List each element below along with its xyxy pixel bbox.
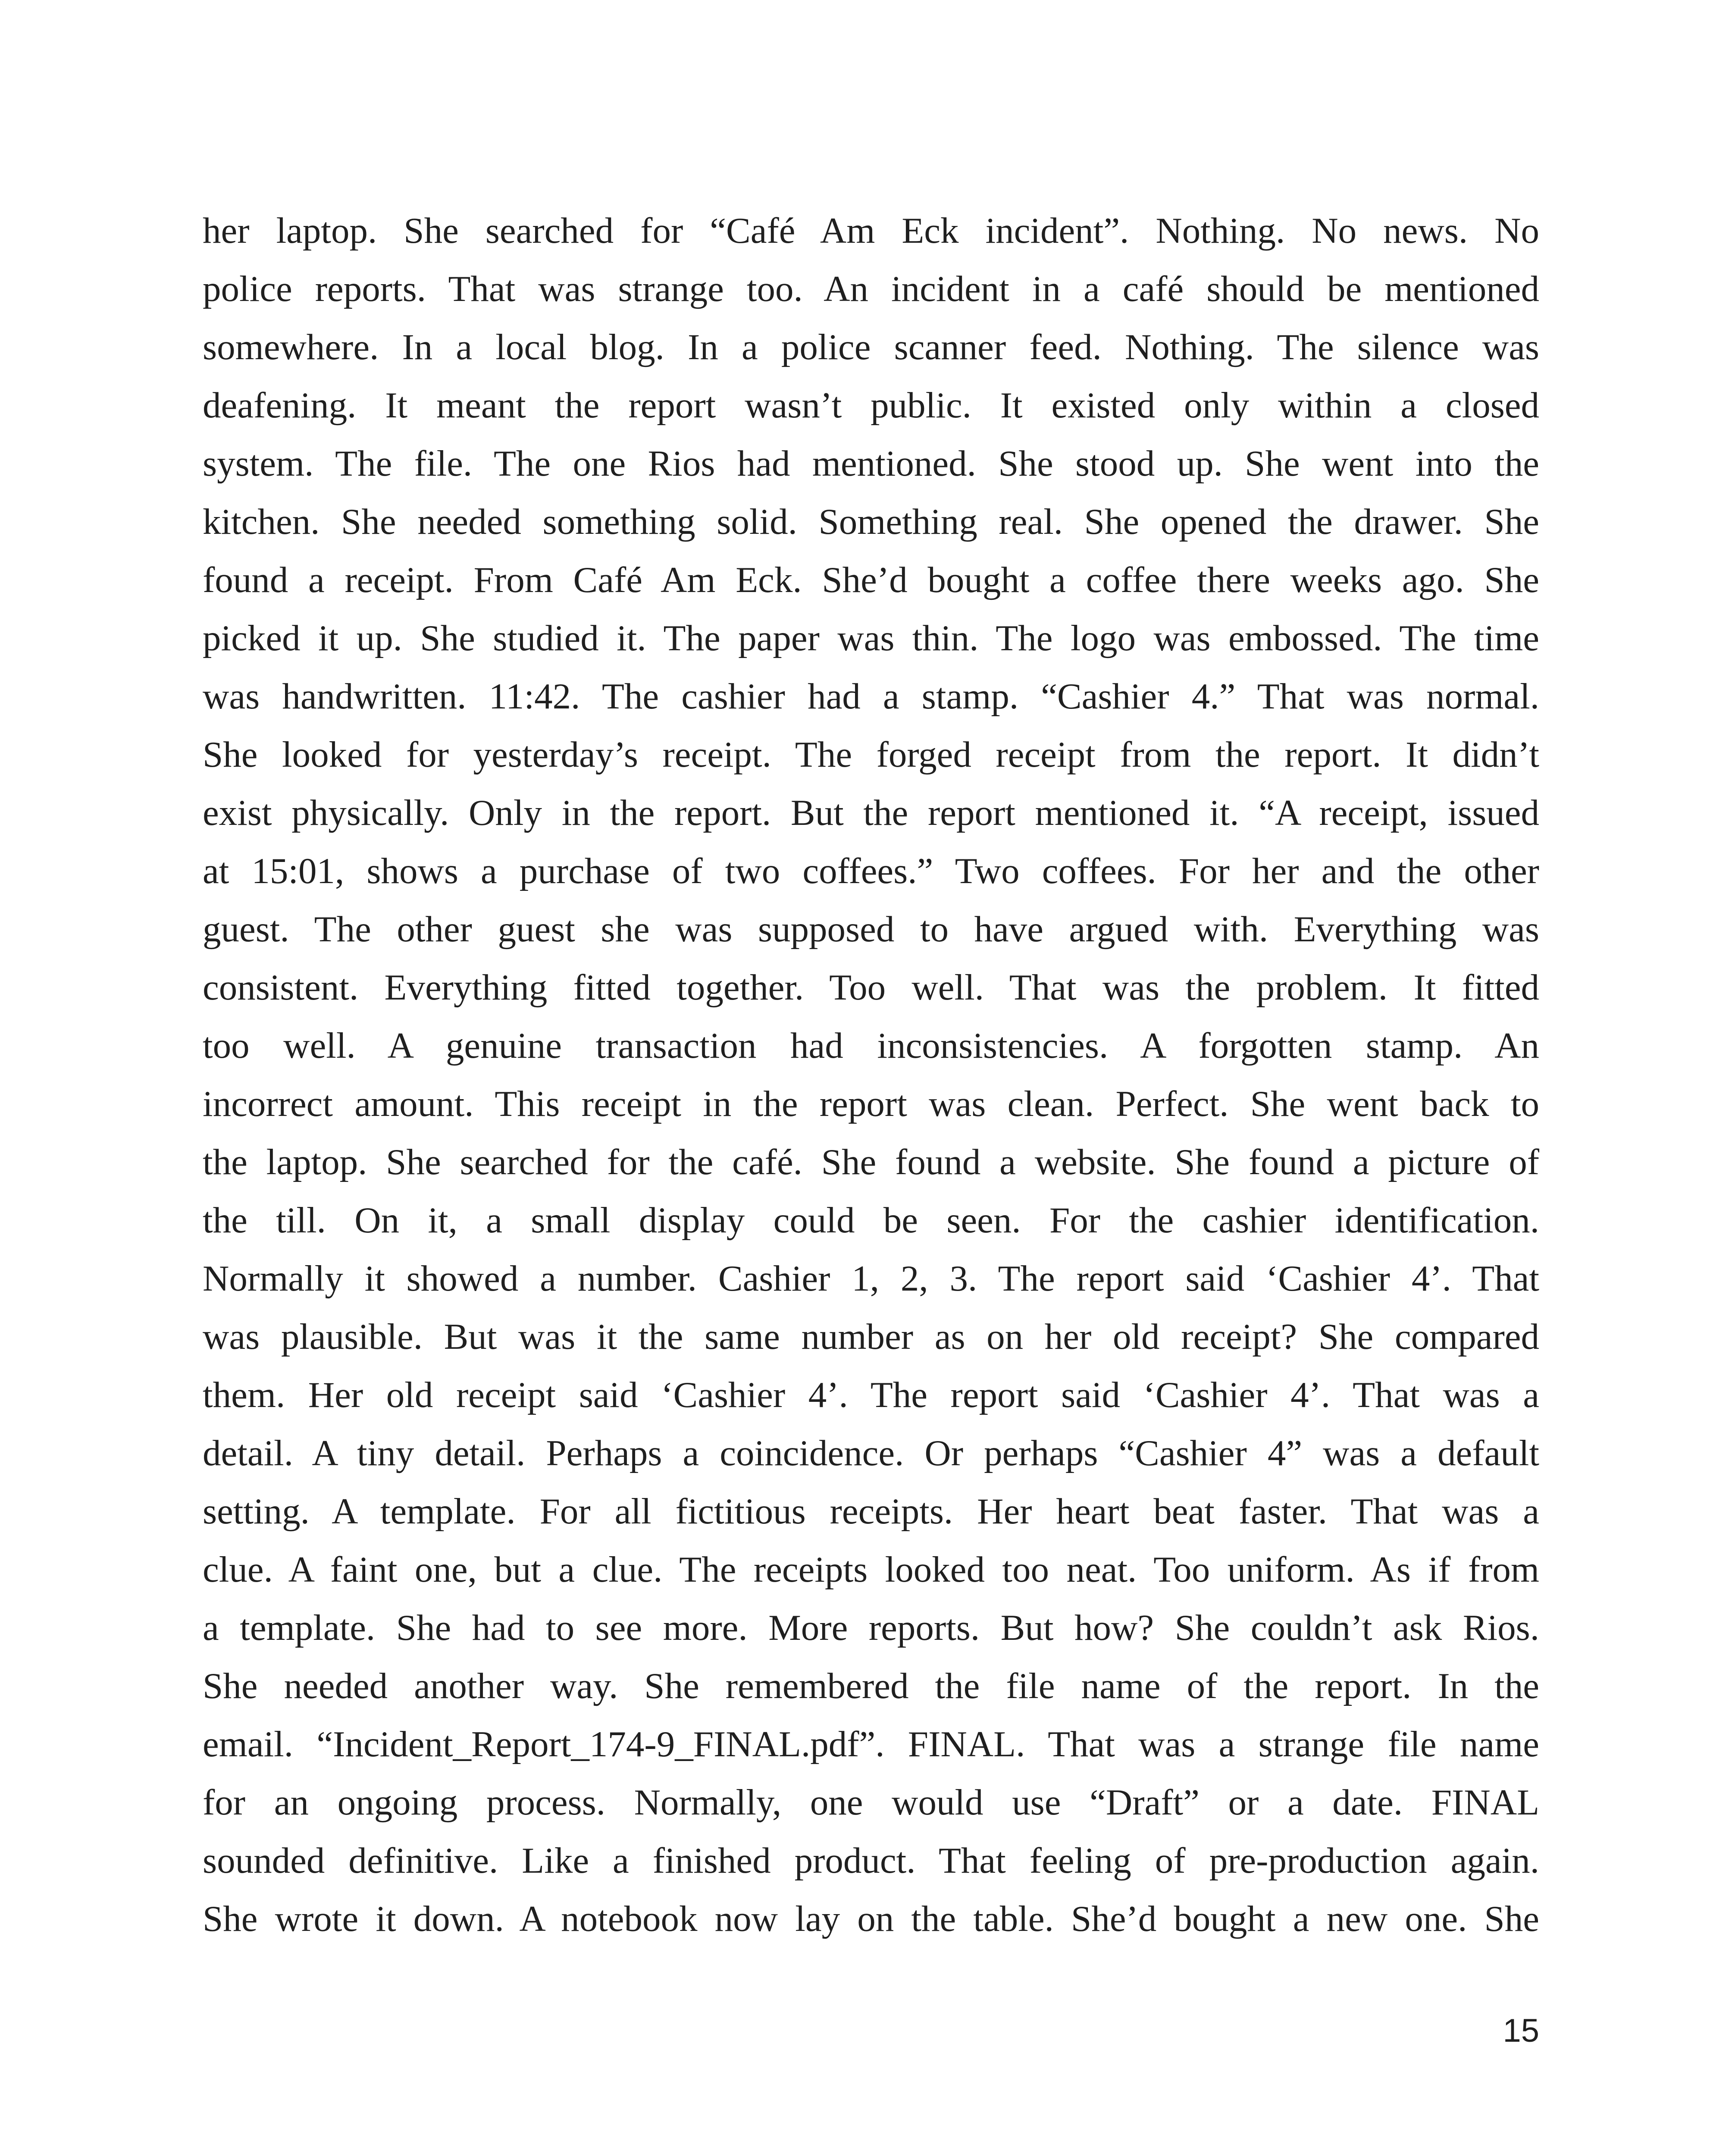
text-line: them. Her old receipt said ‘Cashier 4’. The report said ‘Cashier 4’. That was a [203,1375,1539,1415]
text-line: too well. A genuine transaction had inconsistencies. A forgotten stamp. An [203,1025,1539,1066]
body-text [203,202,1539,1948]
text-line: Normally it showed a number. Cashier 1, 2, 3. The report said ‘Cashier 4’. That [203,1258,1539,1299]
text-line: somewhere. In a local blog. In a police scanner feed. Nothing. The silence was [203,327,1539,367]
text-line: for an ongoing process. Normally, one would use “Draft” or a date. FINAL [203,1782,1539,1823]
text-line: system. The file. The one Rios had mentioned. She stood up. She went into the [203,443,1539,484]
text-line: was handwritten. 11:42. The cashier had a stamp. “Cashier 4.” That was normal. [203,676,1539,717]
text-line: guest. The other guest she was supposed to have argued with. Everything was [203,909,1539,950]
text-line: was plausible. But was it the same number as on her old receipt? She compared [203,1316,1539,1357]
text-line: kitchen. She needed something solid. Something real. She opened the drawer. She [203,501,1539,542]
text-line: She wrote it down. A notebook now lay on the table. She’d bought a new one. She [203,1899,1539,1939]
text-line: found a receipt. From Café Am Eck. She’d bought a coffee there weeks ago. She [203,560,1539,600]
text-line: picked it up. She studied it. The paper was thin. The logo was embossed. The time [203,618,1539,658]
text-line: her laptop. She searched for “Café Am Eck incident”. Nothing. No news. No [203,210,1539,251]
text-line: exist physically. Only in the report. But the report mentioned it. “A receipt, issued [203,793,1539,833]
text-line: deafening. It meant the report wasn’t public. It existed only within a closed [203,385,1539,426]
page-number: 15 [1503,2012,1539,2049]
text-line: consistent. Everything fitted together. Too well. That was the problem. It fitted [203,967,1539,1008]
text-line: setting. A template. For all fictitious receipts. Her heart beat faster. That was a [203,1491,1539,1532]
text-line: incorrect amount. This receipt in the report was clean. Perfect. She went back to [203,1084,1539,1124]
text-line: the laptop. She searched for the café. She found a website. She found a picture of [203,1142,1539,1182]
text-line: at 15:01, shows a purchase of two coffees.” Two coffees. For her and the other [203,851,1539,891]
text-line: detail. A tiny detail. Perhaps a coincidence. Or perhaps “Cashier 4” was a default [203,1433,1539,1473]
text-line: the till. On it, a small display could be seen. For the cashier identification. [203,1200,1539,1241]
text-line: email. “Incident_Report_174-9_FINAL.pdf”. FINAL. That was a strange file name [203,1724,1539,1764]
text-line: sounded definitive. Like a finished product. That feeling of pre-production again. [203,1840,1539,1881]
text-line: a template. She had to see more. More reports. But how? She couldn’t ask Rios. [203,1608,1539,1648]
text-line: She looked for yesterday’s receipt. The forged receipt from the report. It didn’t [203,734,1539,775]
text-line: She needed another way. She remembered the file name of the report. In the [203,1666,1539,1706]
text-line: clue. A faint one, but a clue. The receipts looked too neat. Too uniform. As if from [203,1549,1539,1590]
text-line: police reports. That was strange too. An incident in a café should be mentioned [203,269,1539,309]
